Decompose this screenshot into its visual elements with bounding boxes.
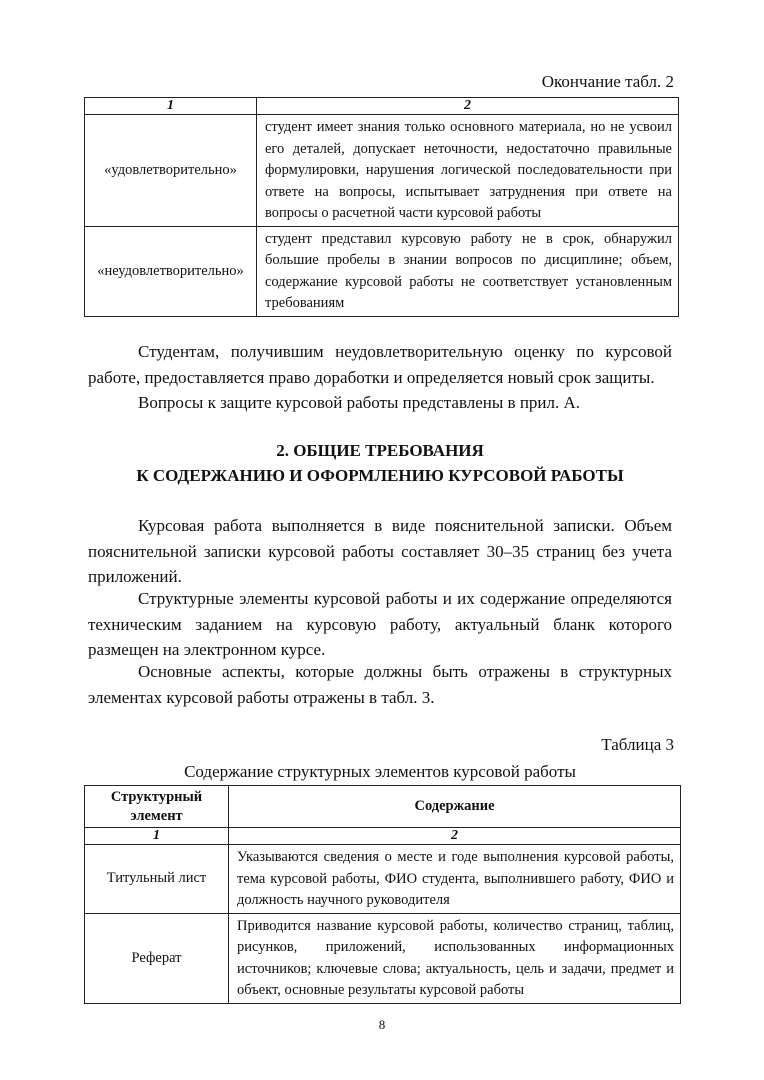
table-row bbox=[85, 226, 679, 316]
table-row bbox=[85, 115, 679, 227]
table-row bbox=[85, 786, 681, 828]
element-cell: Реферат bbox=[85, 913, 229, 1003]
column-header: Содержание bbox=[229, 786, 681, 828]
table3 bbox=[84, 785, 681, 1004]
page-number: 8 bbox=[378, 1017, 386, 1032]
section-title-line2: К СОДЕРЖАНИЮ И ОФОРМЛЕНИЮ КУРСОВОЙ РАБОТЫ bbox=[136, 466, 624, 485]
column-number: 2 bbox=[229, 828, 681, 845]
paragraph: Вопросы к защите курсовой работы представлены в прил. А. bbox=[138, 393, 581, 412]
element-content: Указываются сведения о месте и годе выполнения курсовой работы, тема курсовой работы, ФИО студента, выполнившего работу, ФИО и должность научного руководителя bbox=[229, 845, 681, 914]
grade-cell: «неудовлетворительно» bbox=[85, 226, 257, 316]
section-title-line1: 2. ОБЩИЕ ТРЕБОВАНИЯ bbox=[276, 441, 484, 460]
table2-continuation-caption: Окончание табл. 2 bbox=[541, 72, 674, 91]
table-row bbox=[85, 98, 679, 115]
paragraph: Основные аспекты, которые должны быть отражены в структурных элементах курсовой работы отражены в табл. 3. bbox=[88, 662, 672, 707]
paragraph: Структурные элементы курсовой работы и их содержание определяются техническим заданием на курсовую работу, актуальный бланк которого размещен на электронном курсе. bbox=[88, 589, 672, 659]
table-row bbox=[85, 845, 681, 914]
table3-label: Таблица 3 bbox=[601, 735, 674, 754]
table-row bbox=[85, 828, 681, 845]
grade-description: студент имеет знания только основного материала, но не усвоил его деталей, допускает неточности, недостаточно правильные формулировки, нарушения логической последовательности при ответе на вопросы, испытывает затруднения при ответе на вопросы о расчетной части курсовой работы bbox=[257, 115, 679, 227]
table3-title: Содержание структурных элементов курсовой работы bbox=[184, 762, 576, 781]
element-content: Приводится название курсовой работы, количество страниц, таблиц, рисунков, приложений, использованных информационных источников; ключевые слова; актуальность, цель и задачи, предмет и объект, основные результаты курсовой работы bbox=[229, 913, 681, 1003]
table2-end bbox=[84, 97, 679, 317]
grade-cell: «удовлетворительно» bbox=[85, 115, 257, 227]
grade-description: студент представил курсовую работу не в срок, обнаружил большие пробелы в знании вопросов по дисциплине; объем, содержание курсовой работы не соответствует установленным требованиям bbox=[257, 226, 679, 316]
paragraph: Курсовая работа выполняется в виде пояснительной записки. Объем пояснительной записки курсовой работы составляет 30–35 страниц без учета приложений. bbox=[88, 516, 672, 586]
column-number: 1 bbox=[85, 98, 257, 115]
element-cell: Титульный лист bbox=[85, 845, 229, 914]
column-number: 1 bbox=[85, 828, 229, 845]
table-row bbox=[85, 913, 681, 1003]
paragraph: Студентам, получившим неудовлетворительную оценку по курсовой работе, предоставляется право доработки и определяется новый срок защиты. bbox=[88, 342, 672, 387]
column-number: 2 bbox=[257, 98, 679, 115]
column-header: Структурный элемент bbox=[85, 786, 229, 828]
